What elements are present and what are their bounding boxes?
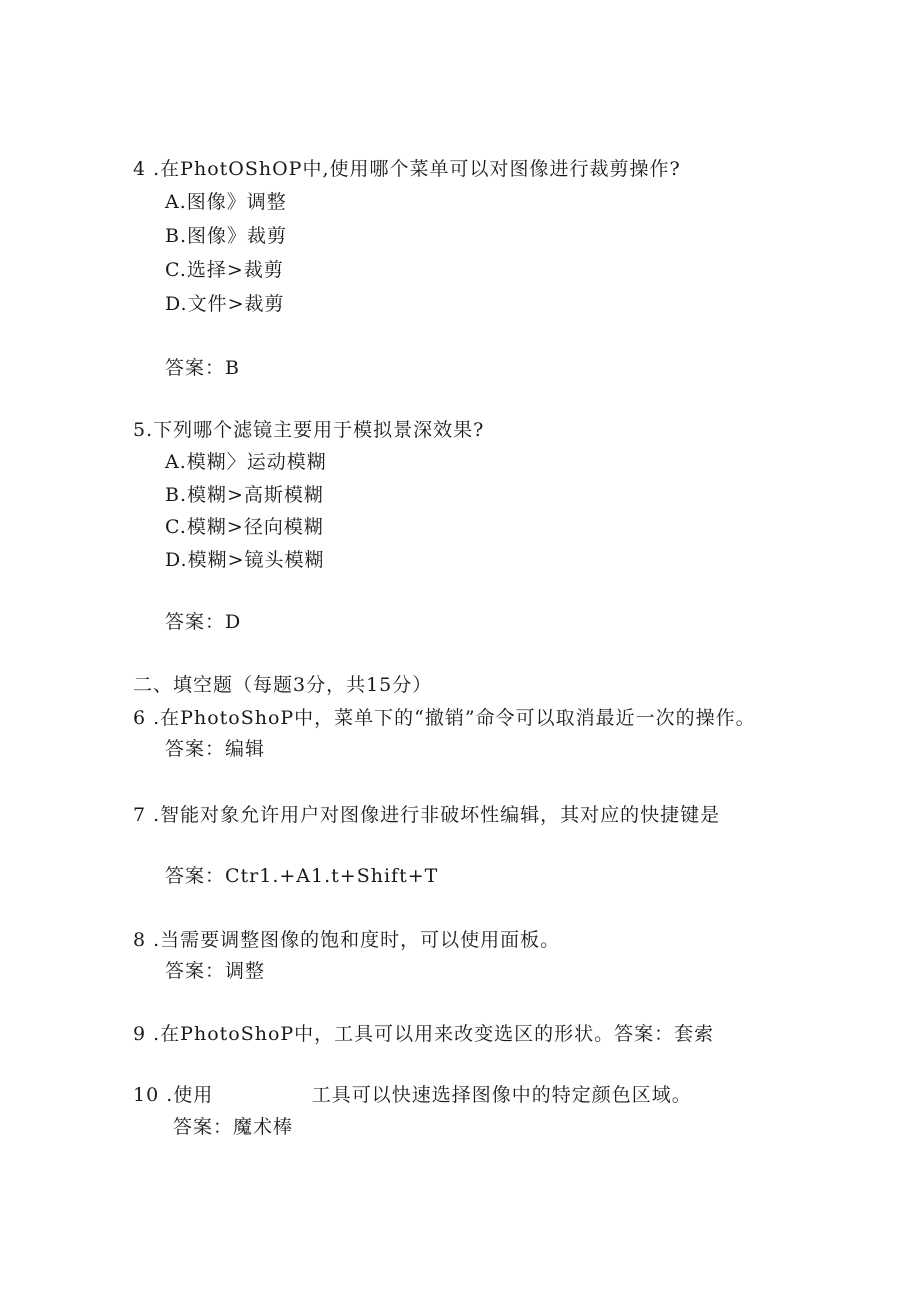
- question-4-option-c: C.选择>裁剪: [165, 259, 284, 281]
- question-5-answer: 答案：D: [165, 611, 242, 633]
- question-5-option-d: D.模糊>镜头模糊: [165, 549, 325, 571]
- question-4-option-b: B.图像》裁剪: [165, 225, 288, 247]
- question-4-answer: 答案：B: [165, 357, 240, 379]
- question-8-answer: 答案：调整: [165, 960, 266, 982]
- question-10-answer: 答案：魔术棒: [173, 1116, 294, 1138]
- question-10-text: 10 .使用 工具可以快速选择图像中的特定颜色区域。: [133, 1084, 692, 1106]
- question-4-option-d: D.文件>裁剪: [165, 293, 285, 315]
- question-8-text: 8 .当需要调整图像的饱和度时，可以使用面板。: [133, 929, 561, 951]
- question-4-option-a: A.图像》调整: [165, 191, 287, 213]
- question-5-option-a: A.模糊〉运动模糊: [165, 451, 327, 473]
- question-7-text: 7 .智能对象允许用户对图像进行非破坏性编辑，其对应的快捷键是: [133, 804, 721, 826]
- question-9-text: 9 .在PhotoShoP中，工具可以用来改变选区的形状。答案：套索: [133, 1023, 715, 1045]
- question-6-text: 6 .在PhotoShoP中，菜单下的“撤销”命令可以取消最近一次的操作。: [133, 707, 756, 729]
- question-7-answer: 答案：Ctr1.+A1.t+Shift+T: [165, 865, 439, 887]
- section-title-fill-blank: 二、填空题（每题3分，共15分）: [133, 674, 433, 696]
- question-5-text: 5.下列哪个滤镜主要用于模拟景深效果?: [133, 419, 485, 441]
- question-4-text: 4 .在PhotOShOP中,使用哪个菜单可以对图像进行裁剪操作?: [133, 158, 681, 180]
- question-6-answer: 答案：编辑: [165, 738, 266, 760]
- question-5-option-c: C.模糊>径向模糊: [165, 516, 324, 538]
- question-5-option-b: B.模糊>高斯模糊: [165, 484, 324, 506]
